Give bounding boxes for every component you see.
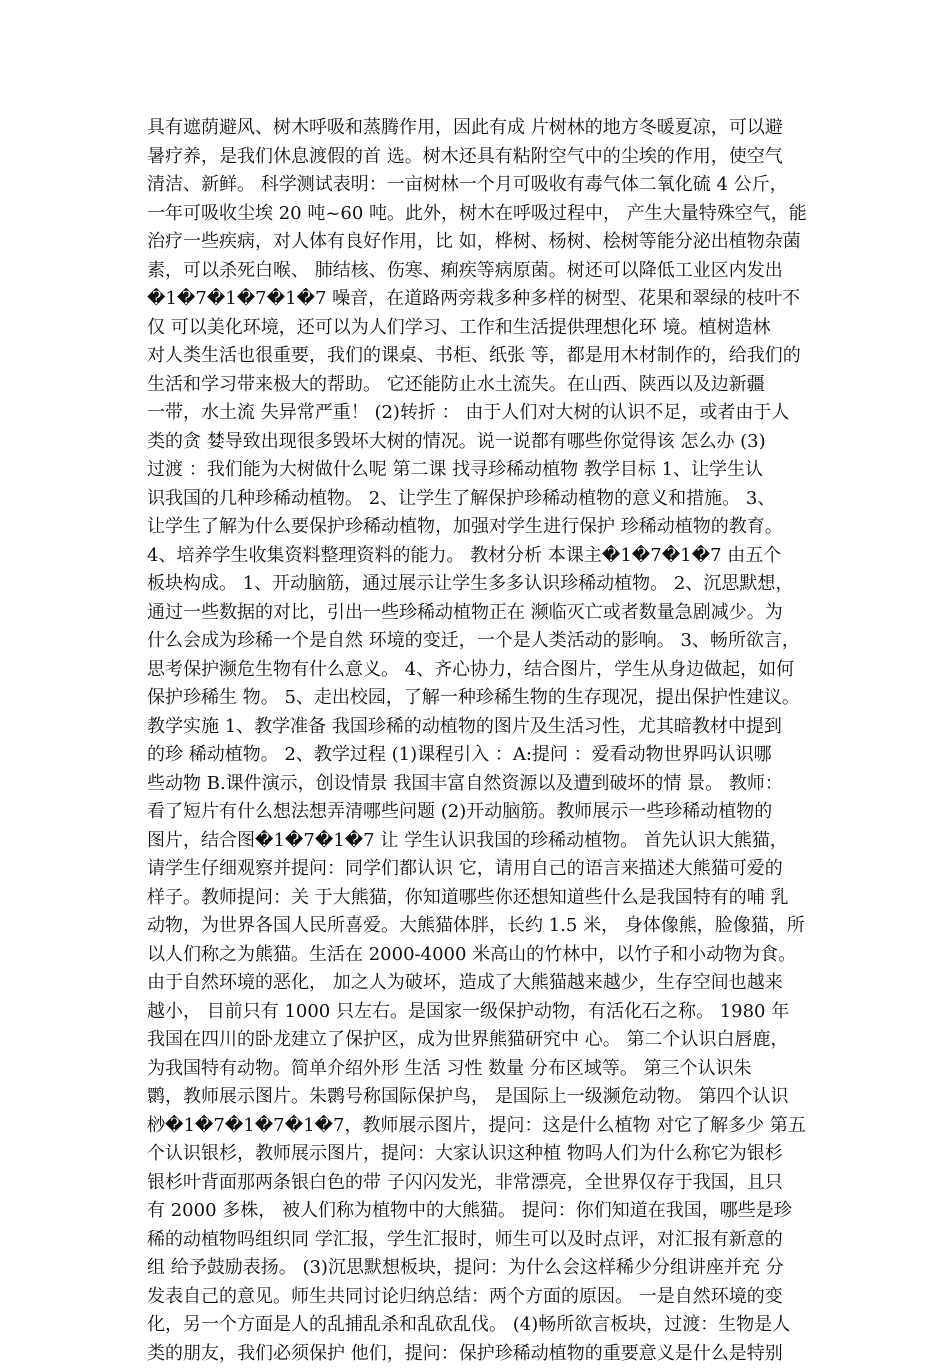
text-line: 生活和学习带来极大的帮助。 它还能防止水土流失。在山西、陕西以及边新疆: [147, 371, 810, 400]
text-line: 清洁、新鲜。 科学测试表明：一亩树林一个月可吸收有毒气体二氧化硫 4 公斤，: [147, 171, 810, 200]
text-line: 一带，水土流 失异常严重！ (2)转折 ： 由于人们对大树的认识不足，或者由于人: [147, 399, 810, 428]
text-line: 类的朋友，我们必须保护 他们，提问：保护珍稀动植物的重要意义是什么是特别: [147, 1340, 810, 1368]
text-line: 板块构成。 1、开动脑筋，通过展示让学生多多认识珍稀动植物。 2、沉思默想，: [147, 570, 810, 599]
text-line: 发表自己的意见。师生共同讨论归纳总结：两个方面的原因。 一是自然环境的变: [147, 1283, 810, 1312]
text-line: 对人类生活也很重要，我们的课桌、书柜、纸张 等，都是用木材制作的，给我们的: [147, 342, 810, 371]
text-line: 看了短片有什么想法想弄清哪些问题 (2)开动脑筋。教师展示一些珍稀动植物的: [147, 798, 810, 827]
text-line: 治疗一些疾病，对人体有良好作用，比 如，桦树、杨树、桧树等能分泌出植物杂菌: [147, 228, 810, 257]
text-line: 一年可吸收尘埃 20 吨~60 吨。此外，树木在呼吸过程中， 产生大量特殊空气，能: [147, 200, 810, 229]
text-line: 图片，结合图�1�7�1�7 让 学生认识我国的珍稀动植物。 首先认识大熊猫，: [147, 827, 810, 856]
text-line: 个认识银杉，教师展示图片，提问：大家认识这种植 物吗人们为什么称它为银杉: [147, 1140, 810, 1169]
text-line: 思考保护濒危生物有什么意义。 4、齐心协力，结合图片，学生从身边做起，如何: [147, 656, 810, 685]
text-line: 由于自然环境的恶化， 加之人为破坏，造成了大熊猫越来越少，生存空间也越来: [147, 969, 810, 998]
text-line: 以人们称之为熊猫。生活在 2000-4000 米高山的竹林中，以竹子和小动物为食。: [147, 941, 810, 970]
text-line: 仅 可以美化环境，还可以为人们学习、工作和生活提供理想化环 境。植树造林: [147, 314, 810, 343]
text-line: 稀的动植物吗组织同 学汇报，学生汇报时，师生可以及时点评，对汇报有新意的: [147, 1226, 810, 1255]
text-line: 让学生了解为什么要保护珍稀动植物，加强对学生进行保护 珍稀动植物的教育。: [147, 513, 810, 542]
document-body-text: [147, 114, 810, 1368]
text-line: �1�7�1�7�1�7 噪音，在道路两旁栽多种多样的树型、花果和翠绿的枝叶不: [147, 285, 810, 314]
text-line: 组 给予鼓励表扬。 (3)沉思默想板块，提问：为什么会这样稀少分组讲座并充 分: [147, 1254, 810, 1283]
text-line: 4、培养学生收集资料整理资料的能力。 教材分析 本课主�1�7�1�7 由五个: [147, 542, 810, 571]
text-line: 过渡 ：我们能为大树做什么呢 第二课 找寻珍稀动植物 教学目标 1、让学生认: [147, 456, 810, 485]
text-line: 教学实施 1、教学准备 我国珍稀的动植物的图片及生活习性，尤其暗教材中提到: [147, 713, 810, 742]
text-line: 动物，为世界各国人民所喜爱。大熊猫体胖，长约 1.5 米， 身体像熊，脸像猫，所: [147, 912, 810, 941]
text-line: 有 2000 多株， 被人们称为植物中的大熊猫。 提问：你们知道在我国，哪些是珍: [147, 1197, 810, 1226]
text-line: 我国在四川的卧龙建立了保护区，成为世界熊猫研究中 心。 第二个认识白唇鹿，: [147, 1026, 810, 1055]
text-line: 银杉叶背面那两条银白色的带 子闪闪发光，非常漂亮，全世界仅存于我国，且只: [147, 1169, 810, 1198]
text-line: 具有遮荫避风、树木呼吸和蒸腾作用，因此有成 片树林的地方冬暖夏凉，可以避: [147, 114, 810, 143]
text-line: 类的贪 婪导致出现很多毁坏大树的情况。说一说都有哪些你觉得该 怎么办 (3): [147, 428, 810, 457]
text-line: 桫�1�7�1�7�1�7，教师展示图片，提问：这是什么植物 对它了解多少 第五: [147, 1112, 810, 1141]
text-line: 识我国的几种珍稀动植物。 2、让学生了解保护珍稀动植物的意义和措施。 3、: [147, 485, 810, 514]
text-line: 暑疗养，是我们休息渡假的首 选。树木还具有粘附空气中的尘埃的作用，使空气: [147, 143, 810, 172]
text-line: 保护珍稀生 物。 5、走出校园，了解一种珍稀生物的生存现况，提出保护性建议。: [147, 684, 810, 713]
text-line: 为我国特有动物。简单介绍外形 生活 习性 数量 分布区域等。 第三个认识朱: [147, 1055, 810, 1084]
text-line: 样子。教师提问：关 于大熊猫，你知道哪些你还想知道些什么是我国特有的哺 乳: [147, 884, 810, 913]
text-line: 素，可以杀死白喉、 肺结核、伤寒、痢疾等病原菌。树还可以降低工业区内发出: [147, 257, 810, 286]
text-line: 什么会成为珍稀一个是自然 环境的变迁，一个是人类活动的影响。 3、畅所欲言，: [147, 627, 810, 656]
text-line: 请学生仔细观察并提问：同学们都认识 它，请用自己的语言来描述大熊猫可爱的: [147, 855, 810, 884]
text-line: 越小， 目前只有 1000 只左右。是国家一级保护动物，有活化石之称。 1980 年: [147, 998, 810, 1027]
text-line: 通过一些数据的对比，引出一些珍稀动植物正在 濒临灭亡或者数量急剧减少。为: [147, 599, 810, 628]
text-line: 鹮，教师展示图片。朱鹮号称国际保护鸟， 是国际上一级濒危动物。 第四个认识: [147, 1083, 810, 1112]
text-line: 的珍 稀动植物。 2、教学过程 (1)课程引入 ：A:提问 ：爱看动物世界吗认识哪: [147, 741, 810, 770]
text-line: 化，另一个方面是人的乱捕乱杀和乱砍乱伐。 (4)畅所欲言板块，过渡：生物是人: [147, 1311, 810, 1340]
text-line: 些动物 B.课件演示，创设情景 我国丰富自然资源以及遭到破坏的情 景。 教师：: [147, 770, 810, 799]
